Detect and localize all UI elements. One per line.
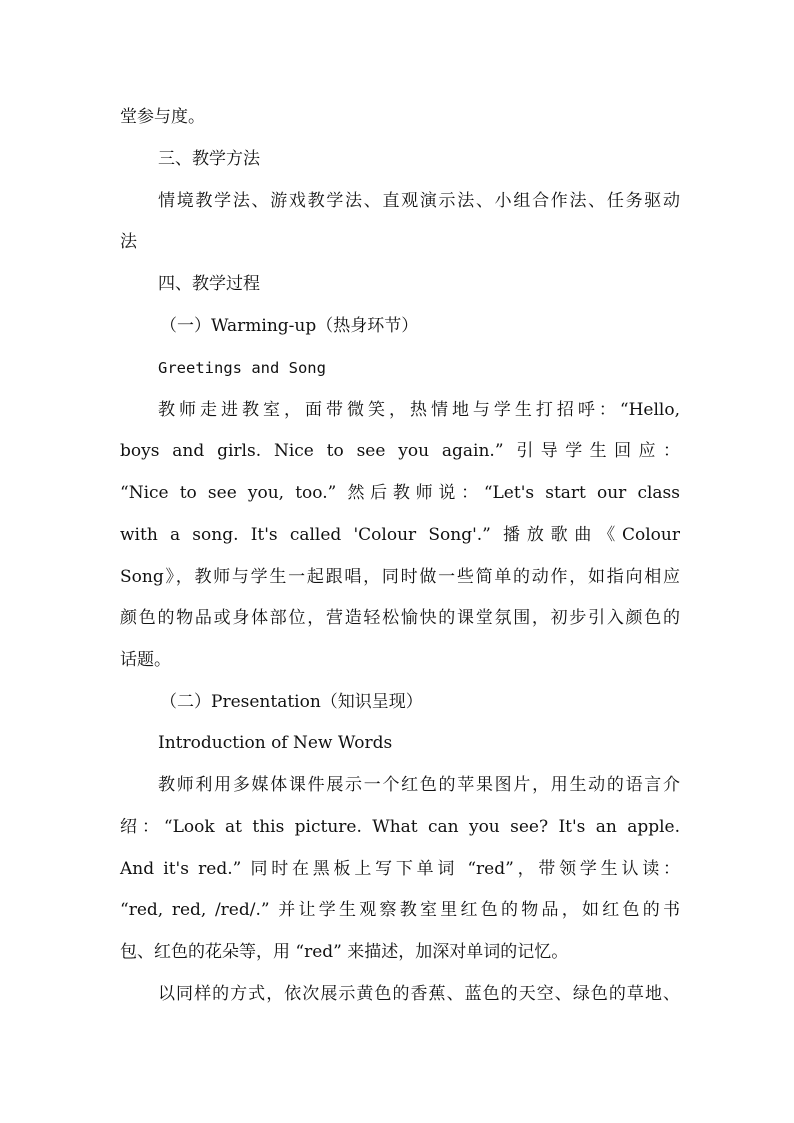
paragraph-line: with a song. It's called 'Colour Song'.” 播放歌曲《Colour — [120, 525, 680, 545]
paragraph-line-continued: 堂参与度。 — [120, 107, 205, 127]
paragraph-line: 包、红色的花朵等，用 “red” 来描述，加深对单词的记忆。 — [120, 942, 569, 962]
subheading-greetings-and-song: Greetings and Song — [158, 359, 326, 377]
paragraph-line: And it's red.” 同时在黑板上写下单词 “red”，带领学生认读： — [120, 859, 680, 879]
paragraph-line: 教师利用多媒体课件展示一个红色的苹果图片，用生动的语言介 — [158, 775, 680, 795]
paragraph-line: “red, red, /red/.” 并让学生观察教室里红色的物品，如红色的书 — [120, 900, 680, 920]
paragraph-line: 教师走进教室，面带微笑，热情地与学生打招呼：“Hello, — [158, 400, 680, 420]
paragraph-line: “Nice to see you, too.” 然后教师说：“Let's start our class — [120, 483, 680, 503]
section-heading-teaching-process: 四、教学过程 — [158, 274, 260, 294]
paragraph-line: boys and girls. Nice to see you again.” 引导学生回应： — [120, 441, 680, 461]
subsection-heading-presentation: （二）Presentation（知识呈现） — [160, 692, 423, 712]
paragraph-line: 情境教学法、游戏教学法、直观演示法、小组合作法、任务驱动 — [158, 191, 680, 211]
paragraph-line: 颜色的物品或身体部位，营造轻松愉快的课堂氛围，初步引入颜色的 — [120, 608, 680, 628]
paragraph-line: 以同样的方式，依次展示黄色的香蕉、蓝色的天空、绿色的草地、 — [158, 984, 680, 1004]
paragraph-line: 绍：“Look at this picture. What can you see? It's an apple. — [120, 817, 680, 837]
section-heading-teaching-methods: 三、教学方法 — [158, 149, 260, 169]
paragraph-line: 话题。 — [120, 650, 171, 670]
paragraph-line: 法 — [120, 232, 137, 252]
paragraph-line: Song》，教师与学生一起跟唱，同时做一些简单的动作，如指向相应 — [120, 567, 680, 587]
subheading-introduction-of-new-words: Introduction of New Words — [158, 733, 393, 753]
subsection-heading-warming-up: （一）Warming-up（热身环节） — [160, 316, 419, 336]
